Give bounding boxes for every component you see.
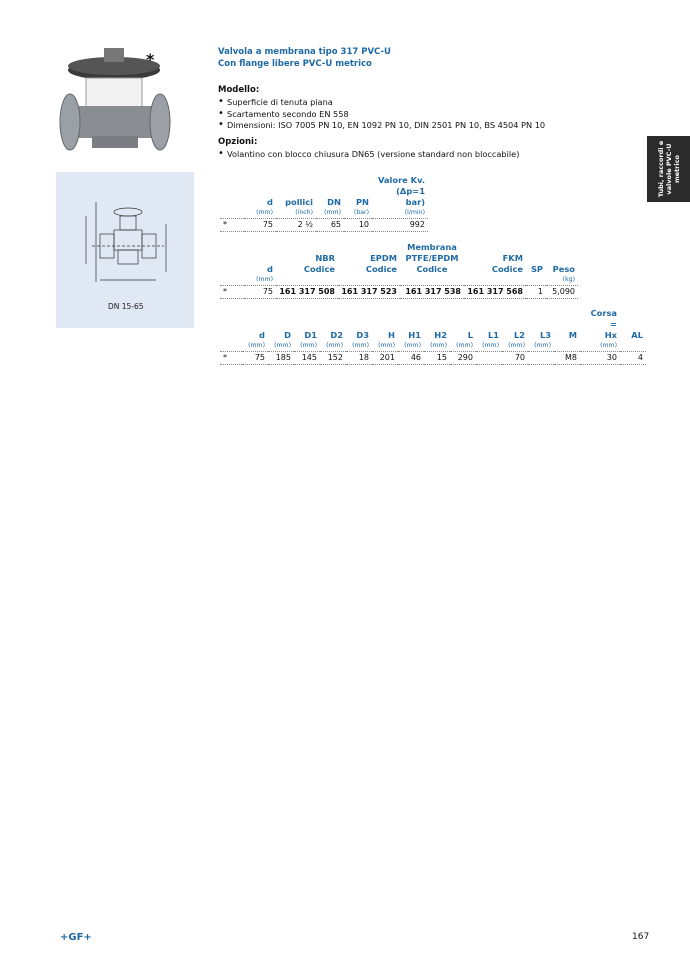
table-cell: 145 <box>294 352 320 365</box>
unit-cell: (mm) <box>378 342 395 349</box>
col-header: d <box>267 264 273 274</box>
list-item: • Volantino con blocco chiusura DN65 (versione standard non bloccabile) <box>218 149 519 161</box>
unit-cell: (mm) <box>256 276 273 283</box>
table-cell: 161 317 508 <box>276 286 338 299</box>
col-header: H1 <box>408 330 421 340</box>
unit-cell: (mm) <box>600 342 617 349</box>
section-tab-line: valvole PVC-U <box>664 143 673 195</box>
table-cell: * <box>220 219 244 232</box>
table-cell: 4 <box>620 352 646 365</box>
table-cell: 290 <box>450 352 476 365</box>
flow-table <box>220 175 428 232</box>
table-cell: 70 <box>502 352 528 365</box>
unit-cell: (mm) <box>508 342 525 349</box>
table-cell: M8 <box>554 352 580 365</box>
col-header-line: Corsa = <box>590 308 617 329</box>
unit-cell: (mm) <box>274 342 291 349</box>
col-header: D <box>284 330 291 340</box>
table-cell: * <box>220 352 242 365</box>
list-item: • Dimensioni: ISO 7005 PN 10, EN 1092 PN 10, DIN 2501 PN 10, BS 4504 PN 10 <box>218 120 545 132</box>
table-row <box>220 286 578 299</box>
col-header: L <box>467 330 473 340</box>
table-cell: 10 <box>344 219 372 232</box>
col-header: L2 <box>513 330 525 340</box>
table-cell: 161 317 523 <box>338 286 400 299</box>
list-item: • Scartamento secondo EN 558 <box>218 109 545 121</box>
col-header: D1 <box>304 330 317 340</box>
gf-logo: +GF+ <box>60 932 92 943</box>
table-cell: 152 <box>320 352 346 365</box>
col-header: Membrana PTFE/EPDM Codice <box>405 242 459 274</box>
model-list <box>218 97 545 132</box>
unit-cell: (mm) <box>324 209 341 216</box>
table-cell: 30 <box>580 352 620 365</box>
table-cell: 75 <box>244 219 276 232</box>
col-header: PN <box>355 197 369 207</box>
col-header: D3 <box>356 330 369 340</box>
table-cell: 18 <box>346 352 372 365</box>
asterisk-mark: * <box>146 50 155 69</box>
section-tab-line: Tubi, raccordi e <box>656 140 665 198</box>
col-header: L3 <box>539 330 551 340</box>
dimension-drawing <box>56 172 194 302</box>
col-header: M <box>568 330 577 340</box>
table-cell <box>528 352 554 365</box>
model-label: Modello: <box>218 85 260 95</box>
options-label: Opzioni: <box>218 137 258 147</box>
unit-cell: (mm) <box>404 342 421 349</box>
table-cell: 1 <box>526 286 546 299</box>
col-header: DN <box>327 197 341 207</box>
table-cell: 5,090 <box>546 286 578 299</box>
col-header <box>580 308 620 341</box>
col-header: Peso <box>552 264 575 274</box>
unit-cell: (kg) <box>562 276 575 283</box>
col-header-line: Valore Kv. <box>377 175 425 185</box>
table-cell: 75 <box>242 352 268 365</box>
unit-cell: (mm) <box>248 342 265 349</box>
dimensions-table <box>220 308 646 365</box>
table-row <box>220 219 428 232</box>
table-cell: 15 <box>424 352 450 365</box>
unit-cell: (mm) <box>430 342 447 349</box>
unit-cell: (bar) <box>353 209 369 216</box>
table-cell: 161 317 568 <box>464 286 526 299</box>
table-cell: 2 ½ <box>276 219 316 232</box>
codes-table <box>220 242 578 299</box>
table-cell: 201 <box>372 352 398 365</box>
col-header: d <box>267 197 273 207</box>
col-header: H2 <box>434 330 447 340</box>
col-header <box>372 175 428 208</box>
table-cell: * <box>220 286 244 299</box>
col-header: D2 <box>330 330 343 340</box>
col-header: d <box>259 330 265 340</box>
product-subtitle: Con flange libere PVC-U metrico <box>218 59 372 69</box>
table-cell: 992 <box>372 219 428 232</box>
col-header: SP <box>530 264 543 274</box>
unit-cell: (mm) <box>256 209 273 216</box>
unit-cell: (inch) <box>295 209 313 216</box>
table-cell: 46 <box>398 352 424 365</box>
section-tab-line: metrico <box>672 154 681 184</box>
page-number: 167 <box>632 932 650 942</box>
table-cell: 185 <box>268 352 294 365</box>
unit-cell: (mm) <box>352 342 369 349</box>
unit-cell: (mm) <box>456 342 473 349</box>
product-title: Valvola a membrana tipo 317 PVC-U <box>218 47 391 57</box>
table-cell: 75 <box>244 286 276 299</box>
col-header-line: Hx <box>604 330 617 340</box>
col-header: H <box>388 330 395 340</box>
col-header: pollici <box>285 197 313 207</box>
valve-product-photo <box>56 44 178 164</box>
unit-cell: (mm) <box>534 342 551 349</box>
table-cell: 161 317 538 <box>400 286 464 299</box>
options-list <box>218 149 519 161</box>
unit-cell: (mm) <box>326 342 343 349</box>
table-cell: 65 <box>316 219 344 232</box>
table-row <box>220 352 646 365</box>
section-tab <box>647 136 690 202</box>
drawing-caption: DN 15-65 <box>108 302 144 311</box>
col-header: FKM Codice <box>491 253 523 274</box>
unit-cell: (l/min) <box>404 209 425 216</box>
col-header: NBR Codice <box>303 253 335 274</box>
unit-cell: (mm) <box>300 342 317 349</box>
col-header: L1 <box>487 330 499 340</box>
table-cell <box>476 352 502 365</box>
unit-cell: (mm) <box>482 342 499 349</box>
col-header: EPDM Codice <box>365 253 397 274</box>
col-header-line: (Δp=1 bar) <box>396 186 425 207</box>
list-item: • Superficie di tenuta piana <box>218 97 545 109</box>
col-header: AL <box>631 330 643 340</box>
